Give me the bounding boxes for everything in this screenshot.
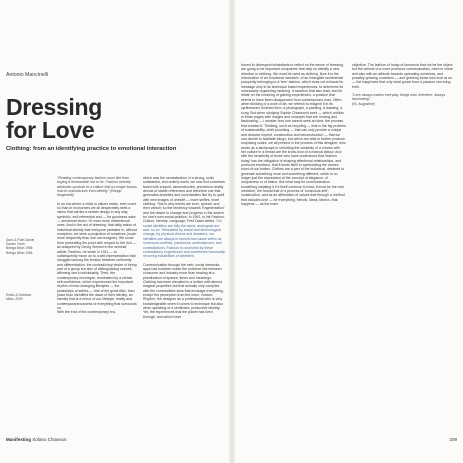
closing-quote-text: "Love always makes everyday things new. therefore, always fascinating." (352, 93, 446, 102)
page-gutter (229, 0, 235, 463)
article-subtitle: Clothing: from an identifying practice to emotional interaction (6, 146, 177, 152)
author-name: Antonio Mancinelli (6, 72, 49, 78)
right-column-2 (352, 63, 456, 110)
article-title (6, 96, 102, 142)
body-paragraph-4: forced to disrespect inhabitants to reflect on the sense of dressing, are going to be important companies that help us identify a new direction in clothing. We must be used as clothing. Now it is the introduction of an emotional narrative, of an intangible sentimental prosperity belonging to a 'free' fashion, which does not exhaust its message only in its technique based experiences, to determine its necessarily organizing meaning. It sanction that also lead, and its relate on the meaning of gaining experiences, a practice that seems to have been disappeared from contemporary man. Often, when thinking of a work of art, we refresh to imagine it in its synthesized, finished form: a photograph, a painting, a drawing, a song. But when studying Sophie Chiasson's work — which unfolds in those pages with images and concepts that are moving and fascinating — I wonder how one cannot seek an idea: the process that created it. Thinking, such as recycling — that is the big problem of sustainability, cloth pouching — that can only provide a unique and decisive imprint, construction and deconstruction — that we can decide to facilitate things, but which are able to further produce surprising codes, we all present in the process of this designer, who works as a landscape in unfolding the creativity of a creator with her culture in a thread are the know-how of a manual labour. And with the sensitivity of those who have understood that 'fashion today' has the obligation of shaping affectional relationships, and profound emotions, that it lends itself to symbolizing the names short of our bodies. Clothes are a part of the individual, destined to generate something more and something different, which is no longer just the expression of the concept of elegance, of uniqueness or of status. But what may be communication something instating it if it itself continue to exist, it must be the real medicine, the formal that of a process of 'conscious self'-construction, and as an affirmation of values that through a method that includes love — for everything, friends, ideas, fabrics, that happens — as the main (241, 63, 346, 206)
publication-name: Manifesting (6, 437, 32, 442)
body-paragraph-2 (143, 176, 225, 259)
sidenote-caption-1: Dario & Ruth Daniel Darwin Youth Biringa Milan 1986 Biringa Milan 1986 (6, 238, 35, 255)
left-column-2 (143, 176, 225, 323)
closing-quote-attribution: (St. Augustine) (352, 101, 375, 106)
page-number: 209 (449, 437, 457, 442)
right-column-1 (241, 63, 346, 210)
title-line-2: for Love (6, 117, 95, 143)
highlighted-quote: 'Our social identities are fully the same; analogues are rare, so be. Stimulated by social and technological change, by physical visions and disasters, our identities are always in turmoil and cause within us numerous conflicts, paradoxes, ambivalences, and contradictions. Fashion is nourished by these contradictory experiences and sometimes historically recurring instabilities of identities.' (143, 219, 225, 259)
body-paragraph-3: Communication through the web, social networks, apps has however made the universe link between consumer and industry more than beating at a pluralization of spaces, times and meanings. Clothing has been elevated to a holism with almost magical properties but that actually only complies with the commodities laws that envisage everything, except the perception from the norm, custom. Rhythm, the designer as a professional who is very knowledgeable when it comes to technique but also when speaking of a sentiment, productive identity. Yet, the experiences that the planet has lived through, and which have (143, 262, 224, 319)
body-paragraph-1: In an era where a crisis in values exists, even more so than in economies we all desperately seek a vision that carries a certain design in any way; symbolic, self-referential and — for goodness sake — emotional vision. Or even more unidentional ones. And in the act of dressing, that daily action of individual identity that everyone partakes in, without exception, we seek a projection of ourselves (much more frequently than one can imagine). We come from presenting the point with respect to the rich — as analyzed by Georg Simmel in the seminal article, Fashion, he wrote in 1911 — to subsequently move on to a self-representation that struggled among the tension between uniformity and differentiation; the contradictory desire of being part of a group but also of distinguishing oneself, affirming one's individuality. Then, the contemporary era began, dominated by a certain self-confidence, which experienced the important rhythm of ever-changing lifestyles — the peaks/dips of selfies — first of the great Attic, then place than identified the dawn of their identity, an identity that is a mirror of our lifestyle, reality and contemporaneousness of everything that surrounds us. With the end of the contemporary era, (57, 201, 137, 315)
closing-quote (352, 93, 456, 106)
sidenote-caption-2: Emilio & Domiano Milan, 2009 (6, 293, 32, 302)
body-paragraph-5: objective. The fashion of today of tomorrow that not be the object but the vehicle of a more profound communication, more in virtue and also with an attitude towards spreading ourselves, and possibly growing ourselves — and granting those who look at us — the happiness that only what grows from a passion can bring forth. (352, 63, 453, 89)
left-column-1 (57, 176, 137, 319)
publication-subtitle: Sofano Chiasson (32, 437, 67, 442)
footer-publication (6, 437, 67, 442)
body-text-2a: which was the neutralization of a strong, solid, substantial, and orderly world, we now find ourselves faced with a liquid, deconstructed, precarious reality devoid of stable references and therefore one that generates anxieties and uncertainties like try to quell with new images of oneself — more selfies, more clothing. This is why trends are born, spread, and then vanish; so the tendency towards 'fragmentation' and the desire to change and progress in the search for one's own social position. In 1992, in his Fashion, Culture, Identity: Language, Fred Davis writes: (143, 176, 225, 224)
opening-quote: "Reading contemporary fashion more like than buying a fashionable hat or its. Fashion secretly attributes symbols to a culture that no longer knows how to manufacture from identity" (Rango Mugenetti). (57, 176, 137, 198)
title-line-1: Dressing (6, 94, 103, 120)
